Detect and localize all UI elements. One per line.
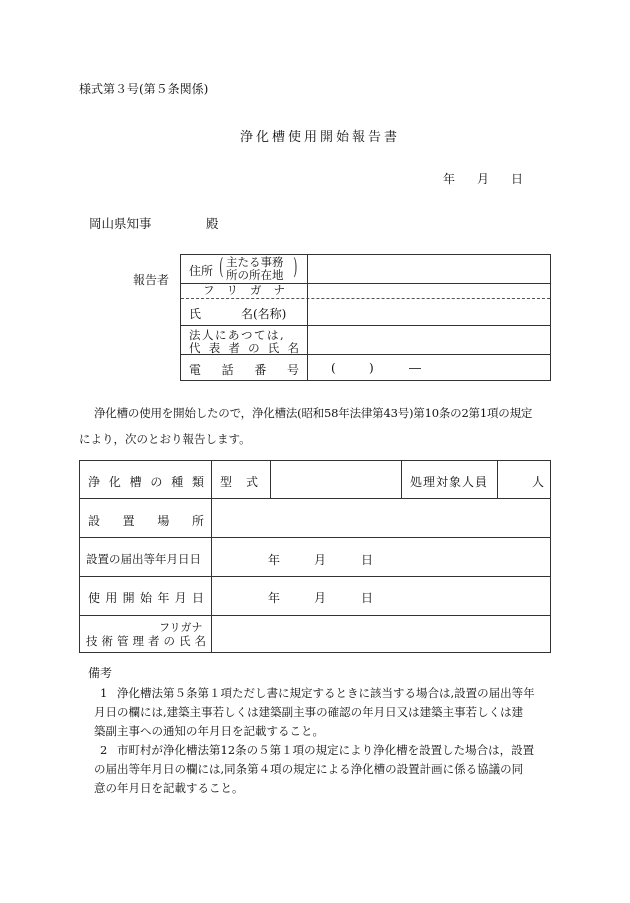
intro-line-2: により，次のとおり報告します。	[79, 432, 251, 446]
document-title	[240, 126, 401, 145]
furigana-label: フ リ ガ ナ	[203, 283, 285, 297]
name-label-1: 氏	[189, 307, 202, 321]
furigana-field[interactable]	[308, 284, 550, 298]
install-notice-date-label: 設置の届出等年月日日	[86, 552, 201, 566]
name-label-2: 名(名称)	[241, 307, 287, 321]
phone-paren-open: (	[331, 361, 336, 375]
technical-manager-field[interactable]	[212, 616, 550, 652]
address-sub-1: 主たる事務	[226, 255, 284, 269]
phone-paren-close: )	[369, 361, 374, 375]
reporter-table	[180, 254, 551, 381]
phone-dash: ―	[409, 361, 421, 375]
technical-manager-name-label: 技 術 管 理 者 の 氏 名	[86, 634, 206, 648]
intro-line-1: 浄化槽の使用を開始したので，浄化槽法(昭和58年法律第43号)第10条の2第1項の規定	[94, 406, 533, 420]
date-year-label: 年	[443, 172, 456, 186]
address-bracket-close: )	[293, 255, 298, 280]
corp-line-2: 代 表 者 の 氏 名	[189, 341, 299, 355]
note-1-line-2: 月日の欄には,建築主事若しくは建築副主事の確認の年月日又は建築主事若しくは建	[94, 705, 524, 719]
note-2-line-1: 市町村が浄化槽法第12条の５第１項の規定により浄化槽を設置した場合は，設置	[117, 743, 535, 757]
usage-date-month: 月	[314, 591, 327, 605]
note-2-line-3: 意の年月日を記載すること。	[94, 781, 244, 795]
install-date-month: 月	[314, 553, 327, 567]
capacity-unit: 人	[532, 475, 545, 489]
technical-manager-furigana-label: フリガナ	[159, 621, 203, 634]
form-number: 様式第３号(第５条関係)	[79, 82, 209, 96]
note-1-line-3: 築副主事への通知の年月日を記載すること。	[94, 724, 324, 738]
note-1-line-1: 浄化槽法第５条第１項ただし書に規定するときに該当する場合は,設置の届出等年	[117, 686, 535, 700]
recipient-name: 岡山県知事	[89, 216, 152, 231]
note-2-number: 2	[100, 743, 108, 757]
address-label: 住所	[189, 264, 214, 278]
main-table	[79, 460, 551, 653]
representative-field[interactable]	[308, 326, 550, 354]
reporter-label: 報告者	[133, 273, 170, 287]
address-sub-2: 所の所在地	[226, 268, 284, 282]
capacity-label: 処理対象人員	[410, 475, 489, 489]
recipient-honorific: 殿	[206, 216, 219, 231]
install-date-day: 日	[361, 553, 374, 567]
usage-date-day: 日	[361, 591, 374, 605]
title-text: 浄化槽使用開始報告書	[240, 130, 401, 145]
note-1-number: 1	[100, 686, 108, 700]
note-2-line-2: の届出等年月日の欄には,同条第４項の規定による浄化槽の設置計画に係る協議の同	[94, 762, 524, 776]
install-location-label: 設 置 場 所	[88, 514, 204, 528]
install-date-year: 年	[268, 553, 281, 567]
usage-start-date-field[interactable]	[212, 577, 550, 615]
usage-date-year: 年	[268, 591, 281, 605]
phone-field[interactable]	[308, 355, 550, 380]
phone-label: 電 話 番 号	[189, 363, 299, 377]
name-field[interactable]	[308, 299, 550, 325]
septic-type-label: 浄 化 槽 の 種 類	[88, 475, 204, 489]
usage-start-date-label: 使 用 開 始 年 月 日	[88, 591, 204, 605]
address-bracket-open: (	[219, 255, 224, 280]
notes-heading: 備考	[88, 666, 113, 680]
address-field[interactable]	[308, 255, 550, 283]
model-field[interactable]	[271, 461, 401, 498]
corp-line-1: 法人にあつては,	[189, 328, 286, 342]
date-day-label: 日	[511, 172, 524, 186]
install-notice-date-field[interactable]	[212, 538, 550, 576]
model-label: 型 式	[220, 475, 258, 489]
install-location-field[interactable]	[212, 499, 550, 537]
date-month-label: 月	[477, 172, 490, 186]
